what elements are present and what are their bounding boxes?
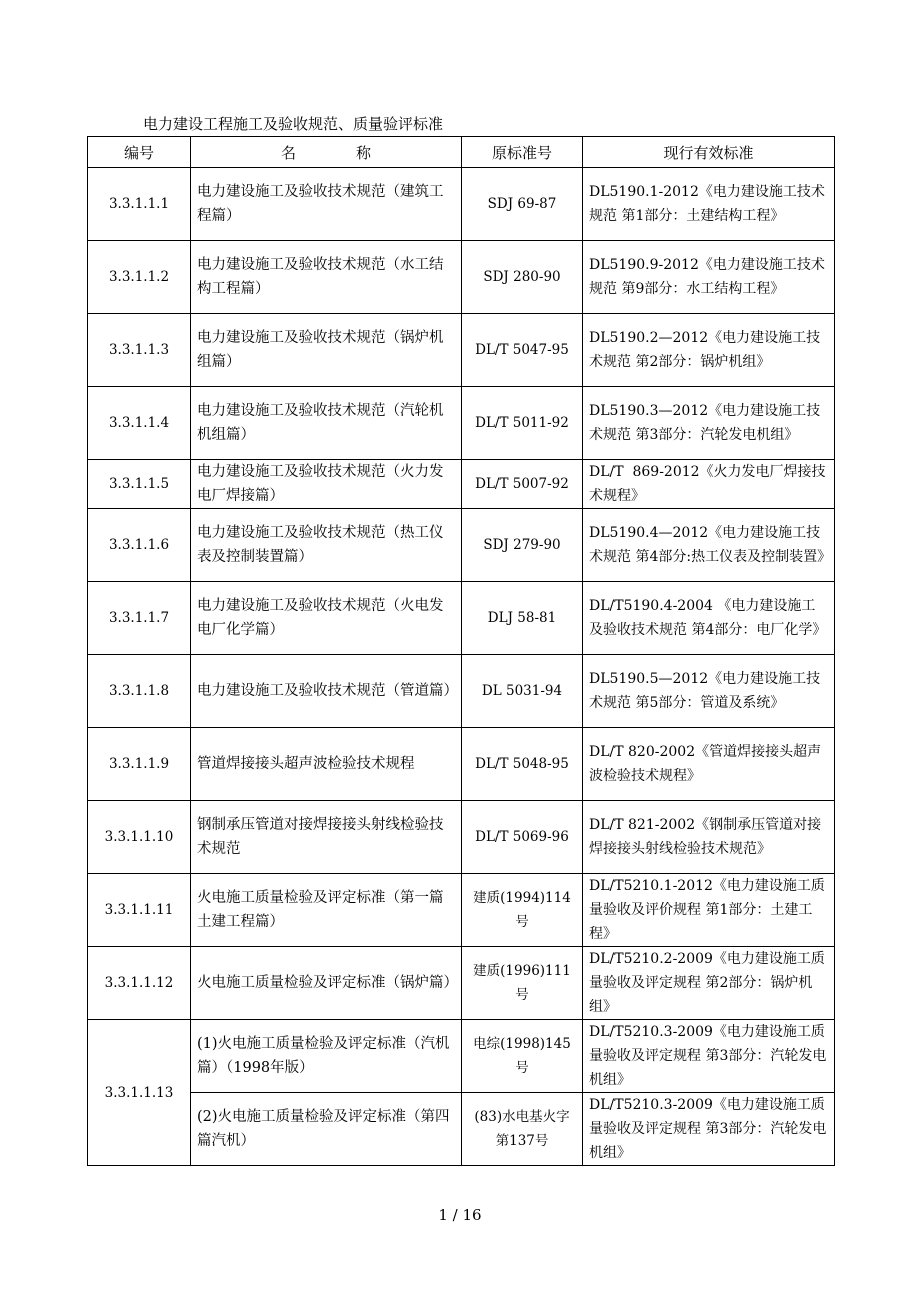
row-original: DL/T 5011-92 <box>462 387 583 460</box>
table-row <box>88 582 835 655</box>
row-no: 3.3.1.1.3 <box>88 314 191 387</box>
table-row <box>88 874 835 947</box>
row-original: SDJ 69-87 <box>462 168 583 241</box>
row-no: 3.3.1.1.7 <box>88 582 191 655</box>
row-no: 3.3.1.1.8 <box>88 655 191 728</box>
row-original: DL 5031-94 <box>462 655 583 728</box>
row-name: 电力建设施工及验收技术规范（管道篇） <box>191 655 462 728</box>
row-no: 3.3.1.1.13 <box>88 1020 191 1166</box>
row-name: 电力建设施工及验收技术规范（汽轮机机组篇） <box>191 387 462 460</box>
row-original: SDJ 280-90 <box>462 241 583 314</box>
row-original: 电综(1998)145号 <box>462 1020 583 1093</box>
row-name: (1)火电施工质量检验及评定标准（汽机篇）（1998年版） <box>191 1020 462 1093</box>
row-name: 管道焊接接头超声波检验技术规程 <box>191 728 462 801</box>
row-original: (83)水电基火字第137号 <box>462 1093 583 1166</box>
row-no: 3.3.1.1.1 <box>88 168 191 241</box>
row-current: DL5190.4—2012《电力建设施工技术规范 第4部分:热工仪表及控制装置》 <box>583 509 835 582</box>
header-original: 原标准号 <box>462 137 583 168</box>
row-name: 电力建设施工及验收技术规范（锅炉机组篇） <box>191 314 462 387</box>
table-row <box>88 314 835 387</box>
row-current: DL/T5190.4-2004 《电力建设施工及验收技术规范 第4部分：电厂化学》 <box>583 582 835 655</box>
document-title: 电力建设工程施工及验收规范、质量验评标准 <box>143 115 444 133</box>
row-current: DL/T5210.3-2009《电力建设施工质量验收及评定规程 第3部分：汽轮发电机组》 <box>583 1093 835 1166</box>
row-no: 3.3.1.1.10 <box>88 801 191 874</box>
standards-table <box>87 136 835 1166</box>
row-name: 电力建设施工及验收技术规范（火电发电厂化学篇） <box>191 582 462 655</box>
row-original: DL/T 5069-96 <box>462 801 583 874</box>
row-no: 3.3.1.1.9 <box>88 728 191 801</box>
table-row <box>88 387 835 460</box>
row-original: SDJ 279-90 <box>462 509 583 582</box>
header-current: 现行有效标准 <box>583 137 835 168</box>
row-current: DL5190.2—2012《电力建设施工技术规范 第2部分：锅炉机组》 <box>583 314 835 387</box>
row-current: DL/T 869-2012《火力发电厂焊接技术规程》 <box>583 460 835 509</box>
table-row <box>88 1093 835 1166</box>
row-original: 建质(1996)111号 <box>462 947 583 1020</box>
table-row <box>88 168 835 241</box>
row-original: 建质(1994)114号 <box>462 874 583 947</box>
row-current: DL/T5210.2-2009《电力建设施工质量验收及评定规程 第2部分：锅炉机组》 <box>583 947 835 1020</box>
row-current: DL5190.5—2012《电力建设施工技术规范 第5部分：管道及系统》 <box>583 655 835 728</box>
row-current: DL5190.1-2012《电力建设施工技术规范 第1部分：土建结构工程》 <box>583 168 835 241</box>
header-no: 编号 <box>88 137 191 168</box>
row-name: 电力建设施工及验收技术规范（热工仪表及控制装置篇） <box>191 509 462 582</box>
row-name: 电力建设施工及验收技术规范（水工结构工程篇） <box>191 241 462 314</box>
table-row <box>88 509 835 582</box>
row-name: (2)火电施工质量检验及评定标准（第四篇汽机） <box>191 1093 462 1166</box>
row-current: DL/T 821-2002《钢制承压管道对接焊接接头射线检验技术规范》 <box>583 801 835 874</box>
row-name: 火电施工质量检验及评定标准（第一篇土建工程篇） <box>191 874 462 947</box>
table-row <box>88 801 835 874</box>
row-name: 电力建设施工及验收技术规范（火力发电厂焊接篇） <box>191 460 462 509</box>
row-original: DL/T 5048-95 <box>462 728 583 801</box>
row-current: DL/T5210.3-2009《电力建设施工质量验收及评定规程 第3部分：汽轮发电机组》 <box>583 1020 835 1093</box>
row-name: 电力建设施工及验收技术规范（建筑工程篇） <box>191 168 462 241</box>
row-original: DLJ 58-81 <box>462 582 583 655</box>
row-no: 3.3.1.1.4 <box>88 387 191 460</box>
table-row <box>88 460 835 509</box>
row-no: 3.3.1.1.12 <box>88 947 191 1020</box>
row-name: 火电施工质量检验及评定标准（锅炉篇） <box>191 947 462 1020</box>
page-number: 1 / 16 <box>438 1206 482 1224</box>
row-original: DL/T 5047-95 <box>462 314 583 387</box>
row-current: DL/T5210.1-2012《电力建设施工质量验收及评价规程 第1部分：土建工程》 <box>583 874 835 947</box>
table-row <box>88 655 835 728</box>
table-row <box>88 947 835 1020</box>
row-current: DL5190.3—2012《电力建设施工技术规范 第3部分：汽轮发电机组》 <box>583 387 835 460</box>
row-current: DL/T 820-2002《管道焊接接头超声波检验技术规程》 <box>583 728 835 801</box>
table-row <box>88 1020 835 1093</box>
row-original: DL/T 5007-92 <box>462 460 583 509</box>
table-header-row <box>88 137 835 168</box>
table-row <box>88 241 835 314</box>
row-no: 3.3.1.1.5 <box>88 460 191 509</box>
row-current: DL5190.9-2012《电力建设施工技术规范 第9部分：水工结构工程》 <box>583 241 835 314</box>
row-no: 3.3.1.1.2 <box>88 241 191 314</box>
row-no: 3.3.1.1.6 <box>88 509 191 582</box>
header-name: 名 称 <box>191 137 462 168</box>
table-row <box>88 728 835 801</box>
row-name: 钢制承压管道对接焊接接头射线检验技术规范 <box>191 801 462 874</box>
row-no: 3.3.1.1.11 <box>88 874 191 947</box>
